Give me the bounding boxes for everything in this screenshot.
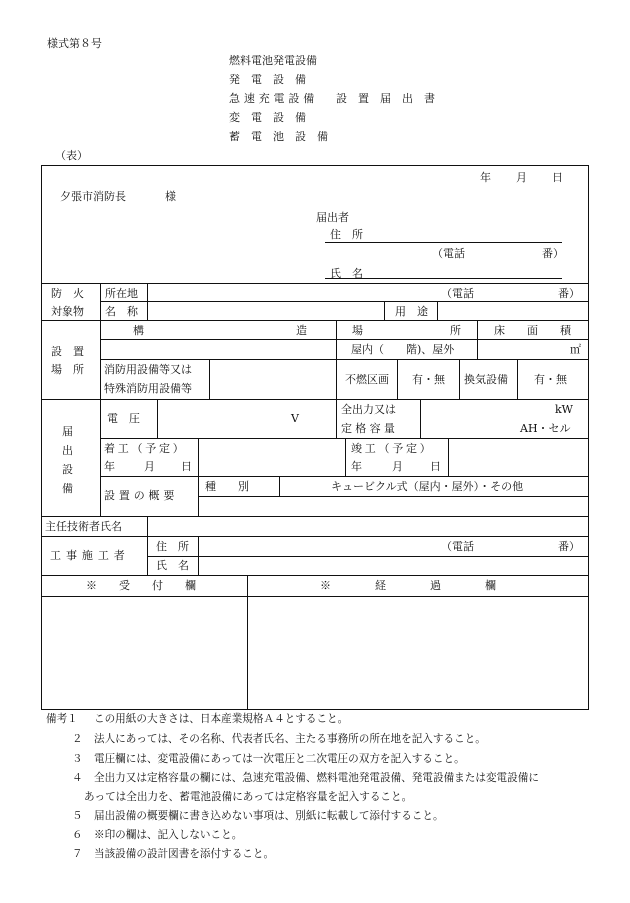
type-label: 種 別 [205,480,249,493]
note-number: ６ [72,829,83,841]
area-unit: ㎡ [570,343,581,356]
output-label-1: 全出力又は [341,403,396,416]
target-label-2: 対象物 [51,305,84,318]
finish-date-day: 日 [430,460,441,473]
row-line [198,496,589,497]
col-line [420,399,421,438]
col-line [247,575,248,710]
note-number: ２ [72,733,83,745]
target-use-label: 用 途 [395,305,428,318]
note-text-continued: あっては全出力を、蓄電池設備にあっては定格容量を記入すること。 [84,791,413,803]
row-line [41,575,589,576]
row-line [41,516,589,517]
title-line-5: 蓄 電 池 設 備 [229,130,328,143]
floor-area-label: 床 面 積 [494,324,577,337]
col-line [157,399,158,438]
type-value: キュービクル式（屋内・屋外）・その他 [331,480,524,493]
submitter-address-line [325,242,562,243]
finish-label: 竣工（予定） [351,442,434,455]
engineer-label: 主任技術者氏名 [45,520,122,533]
col-line [198,536,199,575]
note-number: ７ [72,848,83,860]
row-line [41,399,589,400]
row-line [100,301,589,302]
note-text: 法人にあっては、その名称、代表者氏名、主たる事務所の所在地を記入すること。 [94,733,486,745]
fireproof-label: 不燃区画 [345,373,389,386]
note-number: 備考１ [46,713,78,725]
target-location-label: 所在地 [105,287,138,300]
progress-label: ※ 経 過 欄 [320,579,496,592]
structure-label-2: 造 [296,324,307,337]
note-text: 届出設備の概要欄に書き込めない事項は、別紙に転載して添付すること。 [94,810,444,822]
date-day-label: 日 [552,171,563,184]
place-label-1: 場 [352,324,363,337]
col-line [147,516,148,575]
ventilation-yes-no: 有・無 [534,373,567,386]
row-line [41,536,589,537]
fireproof-yes-no: 有・無 [412,373,445,386]
floor-text: 屋内（ 階)、屋外 [351,343,455,356]
overview-label: 設置の概要 [104,489,179,502]
submitter-name-line [325,278,562,279]
row-line [147,556,589,557]
equip-label-char-4: 備 [62,482,73,495]
row-line [100,339,589,340]
title-line-3: 急速充電設備 [229,92,319,105]
col-line [345,438,346,476]
row-line [41,283,589,284]
date-month-label: 月 [516,171,527,184]
col-line [397,359,398,399]
note-text: 当該設備の設計図書を添付すること。 [94,848,275,860]
contractor-label: 工事施工者 [50,549,130,562]
fire-equip-label-1: 消防用設備等又は [104,363,192,376]
equip-label-char-1: 届 [62,425,73,438]
col-line [517,359,518,399]
submitter-phone-open: （電話 [432,247,465,260]
col-line [279,476,280,496]
start-label: 着工（予定） [104,442,187,455]
equip-label-char-2: 出 [62,444,73,457]
note-text: ※印の欄は、記入しないこと。 [94,829,243,841]
finish-date-year: 年 [351,460,362,473]
col-line [437,301,438,320]
target-phone-close: 番） [558,287,580,300]
title-line-2: 発 電 設 備 [229,73,306,86]
reception-label: ※ 受 付 欄 [86,579,196,592]
date-year-label: 年 [480,171,491,184]
form-number: 様式第８号 [47,37,102,50]
output-label-2: 定格容量 [341,422,399,435]
note-text: この用紙の大きさは、日本産業規格Ａ４とすること。 [94,713,349,725]
col-line [100,283,101,516]
voltage-label: 電 圧 [107,412,140,425]
note-text: 電圧欄には、変電設備にあっては一次電圧と二次電圧の双方を記入すること。 [94,753,465,765]
contractor-phone-open: （電話 [441,540,474,553]
target-label-1: 防 火 [51,287,84,300]
start-date-month: 月 [144,460,155,473]
submitter-address-label: 住 所 [330,228,363,241]
target-name-label: 名 称 [105,305,138,318]
equip-label-char-3: 設 [62,463,73,476]
addressee-honorific: 様 [165,190,176,203]
row-line [41,596,589,597]
col-line [448,438,449,476]
row-line [100,359,589,360]
title-suffix: 設 置 届 出 書 [336,92,435,105]
start-date-day: 日 [181,460,192,473]
contractor-address-label: 住 所 [156,540,189,553]
finish-date-month: 月 [392,460,403,473]
col-line [336,320,337,399]
note-text: 全出力又は定格容量の欄には、急速充電設備、燃料電池発電設備、発電設備または変電設備に [94,772,539,784]
install-label-1: 設 置 [51,345,84,358]
fire-equip-label-2: 特殊消防用設備等 [104,382,192,395]
contractor-name-label: 氏 名 [156,559,189,572]
row-line [100,476,589,477]
col-line [477,320,478,359]
structure-label-1: 構 [133,324,144,337]
ventilation-label: 換気設備 [464,373,508,386]
contractor-phone-close: 番） [558,540,580,553]
output-unit-ah: AH・セル [520,422,571,435]
side-label: （表） [55,149,88,162]
voltage-unit: V [291,412,299,425]
output-unit-kw: kW [555,403,573,416]
col-line [198,438,199,516]
place-label-2: 所 [450,324,461,337]
submitter-name-label: 氏 名 [330,267,363,280]
target-phone-open: （電話 [441,287,474,300]
col-line [147,283,148,320]
note-number: ３ [72,753,83,765]
addressee: 夕張市消防長 [60,190,126,203]
install-label-2: 場 所 [51,363,84,376]
row-line [41,320,589,321]
title-line-1: 燃料電池発電設備 [229,54,317,67]
submitter-label: 届出者 [316,211,349,224]
col-line [336,399,337,438]
note-number: ５ [72,810,83,822]
start-date-year: 年 [104,460,115,473]
col-line [384,301,385,320]
submitter-phone-close: 番） [542,247,564,260]
note-number: ４ [72,772,83,784]
title-line-4: 変 電 設 備 [229,111,306,124]
col-line [209,359,210,399]
col-line [459,359,460,399]
